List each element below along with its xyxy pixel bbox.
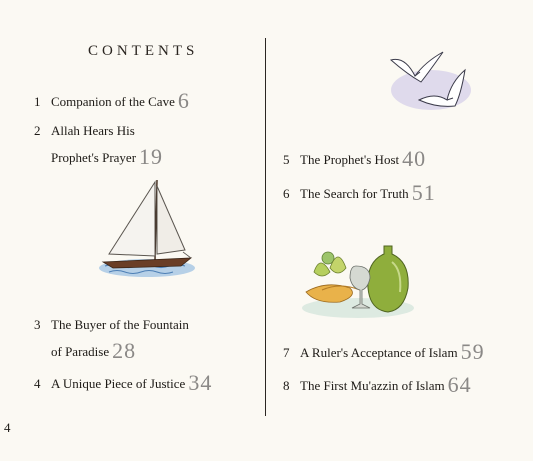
toc-entry-8[interactable]	[283, 372, 472, 396]
toc-entry-number: 5	[283, 152, 290, 167]
toc-entry-title: A Ruler's Acceptance of Islam	[300, 345, 458, 360]
toc-entry-number: 1	[34, 94, 41, 109]
toc-entry-title: The First Mu'azzin of Islam	[300, 378, 445, 393]
toc-entry-number: 6	[283, 186, 290, 201]
toc-entry-page: 34	[188, 370, 213, 395]
toc-entry-title-cont: of Paradise	[51, 344, 110, 359]
column-divider	[265, 38, 266, 416]
toc-entry-number: 3	[34, 317, 41, 332]
contents-heading: CONTENTS	[88, 43, 199, 59]
page-number: 4	[4, 420, 11, 435]
toc-entry-number: 2	[34, 123, 41, 138]
toc-entry-5[interactable]	[283, 146, 426, 170]
toc-entry-title: Allah Hears His	[51, 123, 135, 138]
toc-entry-number: 8	[283, 378, 290, 393]
toc-entry-page: 51	[411, 180, 436, 205]
toc-entry-1[interactable]	[34, 88, 190, 112]
still-life-illustration	[300, 232, 420, 322]
toc-entry-7[interactable]	[283, 339, 485, 363]
toc-entry-3[interactable]	[34, 314, 189, 362]
toc-entry-page: 28	[112, 338, 137, 363]
toc-entry-number: 7	[283, 345, 290, 360]
toc-entry-4[interactable]	[34, 370, 212, 394]
toc-entry-title: Companion of the Cave	[51, 94, 175, 109]
toc-entry-title-cont: Prophet's Prayer	[51, 150, 137, 165]
toc-entry-page: 40	[402, 146, 427, 171]
toc-entry-page: 59	[460, 339, 485, 364]
toc-entry-2[interactable]	[34, 120, 163, 168]
toc-entry-6[interactable]	[283, 180, 436, 204]
sailboat-illustration	[95, 176, 200, 286]
birds-illustration	[385, 42, 473, 118]
toc-entry-title: The Buyer of the Fountain	[51, 317, 189, 332]
toc-entry-page: 6	[177, 88, 190, 113]
toc-entry-page: 19	[139, 144, 164, 169]
toc-entry-title: A Unique Piece of Justice	[51, 376, 186, 391]
toc-entry-page: 64	[447, 372, 472, 397]
toc-entry-title: The Search for Truth	[300, 186, 409, 201]
toc-entry-number: 4	[34, 376, 41, 391]
toc-entry-title: The Prophet's Host	[300, 152, 400, 167]
